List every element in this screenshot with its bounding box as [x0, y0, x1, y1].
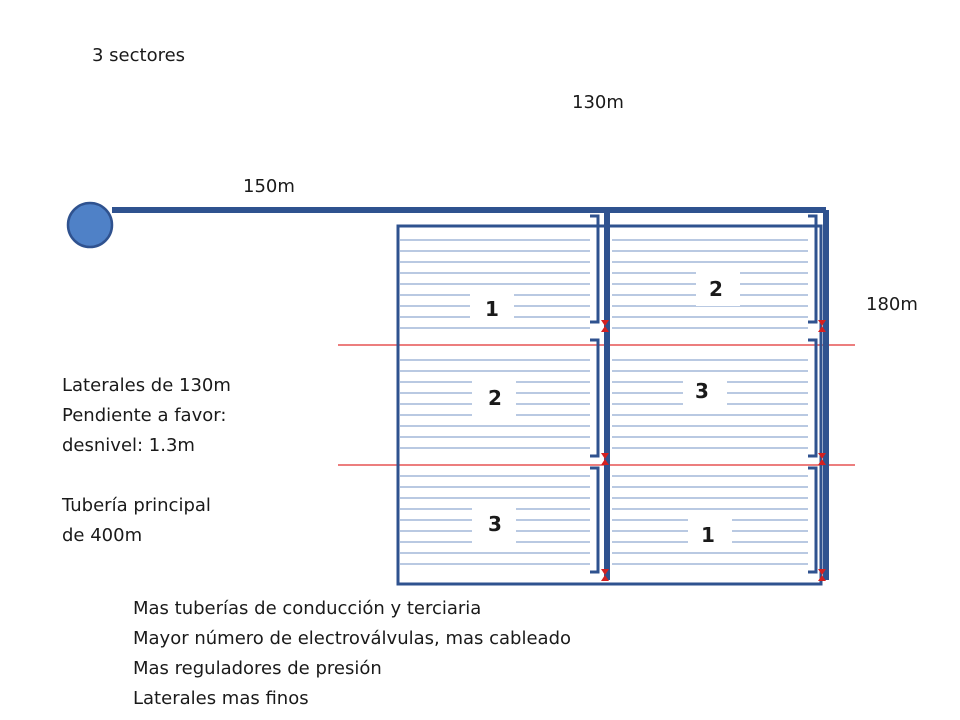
diagram-title: 3 sectores — [92, 45, 186, 66]
bottom-note-3: Mas reguladores de presión — [133, 658, 382, 679]
note-tuberia: Tubería principal — [62, 495, 211, 516]
note-laterales: Laterales de 130m — [62, 375, 231, 396]
sector-number: 3 — [695, 379, 709, 403]
note-longitud: de 400m — [62, 525, 143, 546]
sector-label-left-bottom — [472, 508, 516, 544]
sector-number: 1 — [701, 523, 715, 547]
sector-label-right-mid — [683, 372, 727, 408]
water-source — [68, 203, 112, 247]
note-pendiente: Pendiente a favor: — [62, 405, 227, 426]
sector-label-left-mid — [472, 380, 516, 416]
sector-label-left-top — [470, 290, 514, 326]
sector-number: 2 — [488, 386, 502, 410]
bottom-note-2: Mayor número de electroválvulas, mas cableado — [133, 628, 572, 649]
sector-number: 1 — [485, 297, 499, 321]
main-length-label: 150m — [243, 176, 295, 197]
note-desnivel: desnivel: 1.3m — [62, 435, 195, 456]
sector-number: 3 — [488, 512, 502, 536]
sector-label-right-top — [696, 270, 740, 306]
bottom-note-4: Laterales mas finos — [133, 688, 309, 709]
height-dimension-label: 180m — [866, 294, 918, 315]
bottom-note-1: Mas tuberías de conducción y terciaria — [133, 598, 482, 619]
sector-label-right-bottom — [688, 516, 732, 552]
sector-number: 2 — [709, 277, 723, 301]
width-dimension-label: 130m — [572, 92, 624, 113]
